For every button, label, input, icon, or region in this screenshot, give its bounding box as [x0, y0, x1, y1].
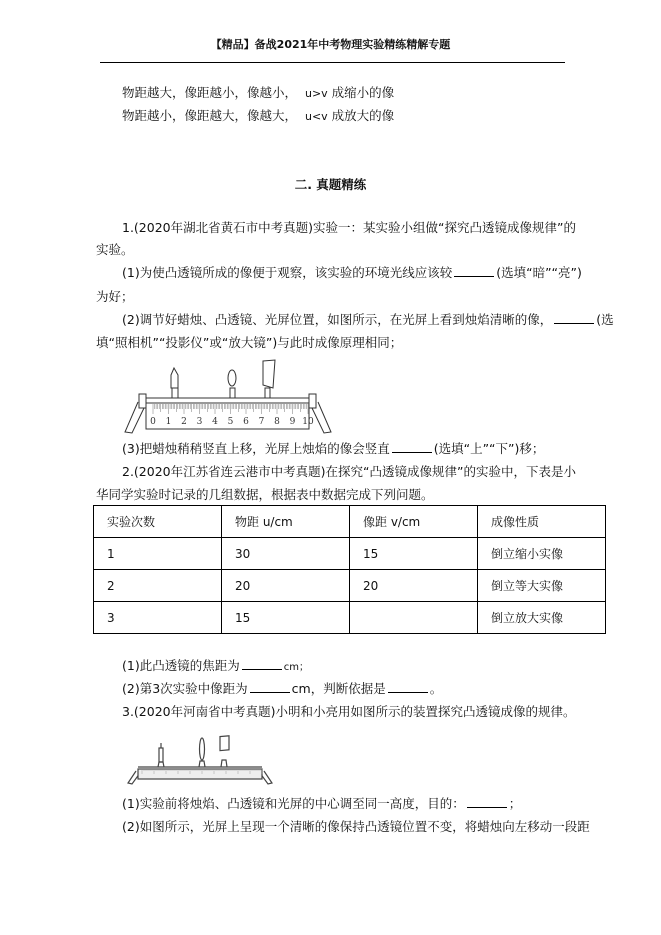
answer-blank[interactable] [554, 312, 594, 324]
header-cell: 像距 v/cm [350, 506, 478, 538]
summary-relation: u<v [304, 110, 328, 123]
q3-part-2: (2)如图所示，光屏上呈现一个清晰的像保持凸透镜位置不变，将蜡烛向左移动一段距 [122, 819, 590, 834]
lens [200, 738, 205, 760]
answer-blank[interactable] [388, 681, 428, 693]
lens [228, 370, 236, 386]
summary-line-1 [122, 85, 394, 102]
candle-holder [158, 762, 164, 767]
q2-line-2: 华同学实验时记录的几组数据，根据表中数据完成下列问题。 [96, 487, 434, 502]
q3-line-1: 3.(2020年河南省中考真题)小明和小亮用如图所示的装置探究凸透镜成像的规律。 [122, 704, 576, 719]
cell: 2 [94, 570, 222, 602]
cell: 3 [94, 602, 222, 634]
text: (1)为使凸透镜所成的像便于观察，该实验的环境光线应该较 [122, 265, 453, 280]
q2-part-1 [122, 658, 309, 676]
q1-part-3 [122, 441, 544, 457]
q1-line-2: 实验。 [96, 242, 134, 257]
lens-holder [199, 761, 205, 767]
table-row [94, 570, 606, 602]
answer-blank[interactable] [242, 658, 282, 670]
header-cell: 实验次数 [94, 506, 222, 538]
screen [263, 360, 275, 388]
text: (1)此凸透镜的焦距为 [122, 658, 240, 673]
ruler-label: 8 [274, 417, 280, 427]
screen-holder [265, 388, 270, 398]
ruler-label: 7 [258, 417, 265, 427]
cell: 30 [222, 538, 350, 570]
optical-bench-figure-2 [124, 733, 276, 785]
cell: 倒立等大实像 [478, 570, 606, 602]
summary-text: 物距越大，像距越小，像越小， [122, 85, 298, 100]
q3-part-1 [122, 796, 521, 812]
header-cell: 成像性质 [478, 506, 606, 538]
summary-line-2 [122, 108, 394, 125]
q1-part-2-wrap: 填“照相机”“投影仪”或“放大镜”)与此时成像原理相同； [96, 335, 403, 350]
candle-holder [172, 388, 178, 398]
candle [159, 748, 163, 762]
cell [350, 602, 478, 634]
cell: 20 [350, 570, 478, 602]
cell: 15 [350, 538, 478, 570]
text: (2)调节好蜡烛、凸透镜、光屏位置，如图所示，在光屏上看到烛焰清晰的像， [122, 312, 553, 327]
bench-rail [146, 398, 309, 403]
text: 。 [429, 681, 443, 696]
text: cm； [283, 662, 309, 673]
data-table [93, 505, 606, 634]
bench-leg-left [125, 402, 144, 433]
answer-blank[interactable] [250, 681, 290, 693]
header-cell: 物距 u/cm [222, 506, 350, 538]
screen-holder [221, 760, 227, 767]
text: (3)把蜡烛稍稍竖直上移，光屏上烛焰的像会竖直 [122, 441, 390, 456]
summary-relation: u>v [304, 87, 328, 100]
answer-blank[interactable] [454, 265, 494, 277]
header-rule [100, 62, 565, 63]
text: (2)第3次实验中像距为 [122, 681, 248, 696]
cell: 倒立放大实像 [478, 602, 606, 634]
q1-part-2 [122, 312, 614, 328]
cell: 倒立缩小实像 [478, 538, 606, 570]
text: (选填“上”“下”)移； [433, 441, 545, 456]
q1-part-1-wrap: 为好； [96, 289, 134, 304]
table-row [94, 602, 606, 634]
ruler-label: 0 [150, 417, 156, 427]
answer-blank[interactable] [467, 796, 507, 808]
ruler-label: 6 [243, 417, 249, 427]
bench-end-right [309, 394, 316, 408]
ruler-label: 1 [165, 417, 172, 427]
summary-text: 物距越小，像距越大，像越大， [122, 108, 298, 123]
ruler-label: 4 [212, 417, 218, 427]
ruler-label: 9 [289, 417, 296, 427]
ruler-label: 2 [181, 417, 187, 427]
summary-result: 成缩小的像 [331, 85, 395, 100]
lens-holder [230, 388, 235, 398]
q2-part-2 [122, 681, 442, 697]
text: (选 [596, 312, 614, 327]
text: (选填“暗”“亮”) [496, 265, 582, 280]
q1-line-1: 1.(2020年湖北省黄石市中考真题)实验一：某实验小组做“探究凸透镜成像规律”的 [122, 220, 576, 235]
cell: 1 [94, 538, 222, 570]
text: cm，判断依据是 [291, 681, 386, 696]
text: (1)实验前将烛焰、凸透镜和光屏的中心调至同一高度，目的： [122, 796, 465, 811]
summary-result: 成放大的像 [331, 108, 395, 123]
table-header-row [94, 506, 606, 538]
ruler-label: 10 [302, 417, 314, 427]
ruler-label: 3 [196, 417, 203, 427]
cell: 15 [222, 602, 350, 634]
screen [220, 736, 229, 751]
candle [171, 368, 178, 388]
answer-blank[interactable] [392, 441, 432, 453]
table-row [94, 538, 606, 570]
page-header: 【精品】备战2021年中考物理实验精练精解专题 [210, 38, 451, 51]
bench-leg-right [312, 402, 331, 433]
section-title: 二. 真题精练 [294, 177, 367, 192]
cell: 20 [222, 570, 350, 602]
text: ； [508, 796, 522, 811]
bench-end-left [139, 394, 146, 408]
ruler-label: 5 [227, 417, 234, 427]
q2-line-1: 2.(2020年江苏省连云港市中考真题)在探究“凸透镜成像规律”的实验中，下表是小 [122, 464, 576, 479]
q1-part-1 [122, 265, 582, 281]
optical-bench-figure-1 [122, 358, 334, 434]
